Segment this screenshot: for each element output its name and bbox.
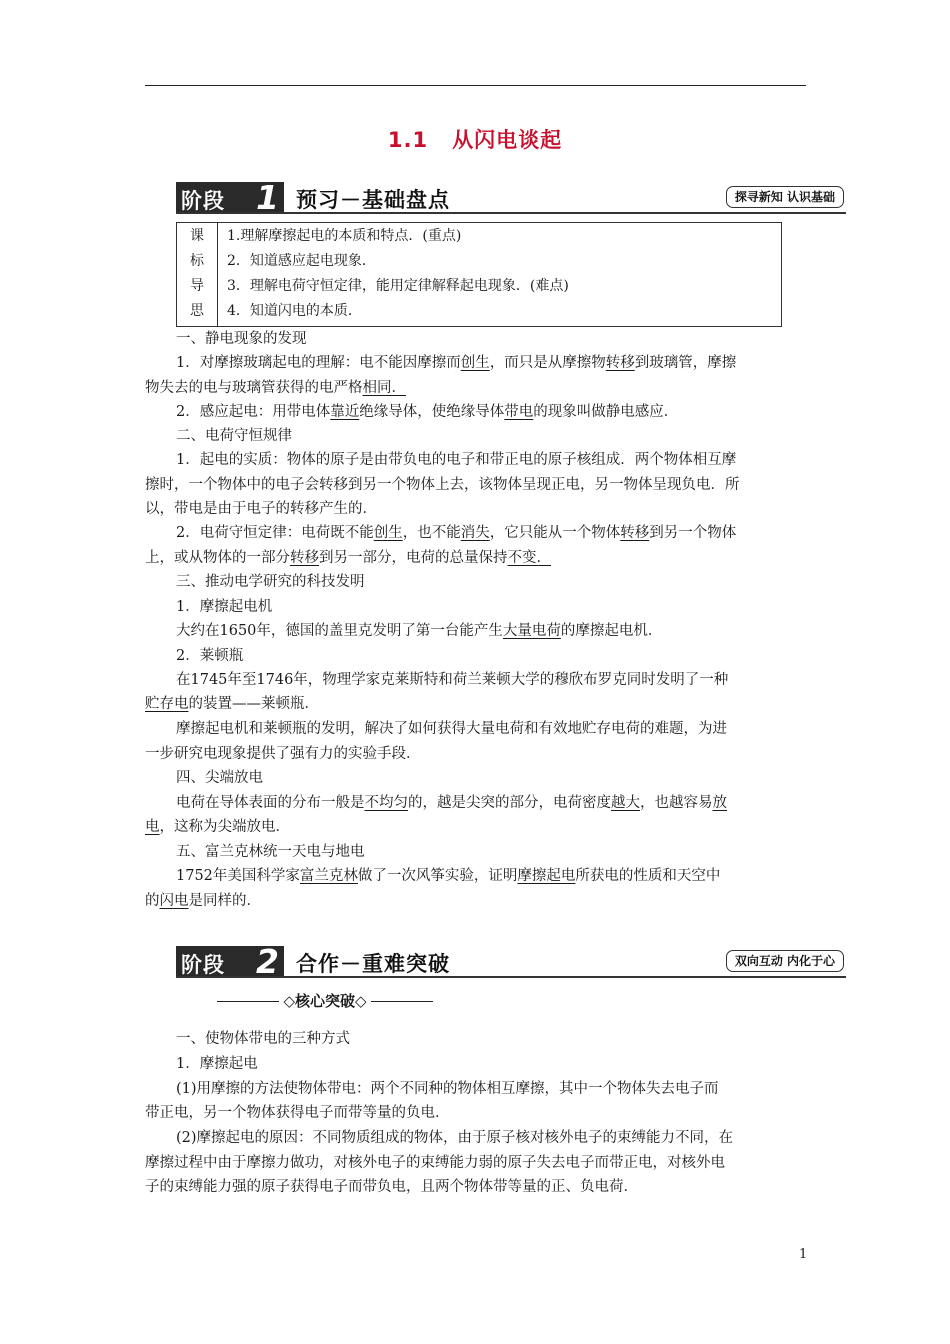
stage-heading: 合作－重难突破: [296, 952, 450, 976]
stage-2-banner: [176, 942, 846, 981]
side-char: 标: [190, 253, 204, 269]
heading-4: 四、尖端放电: [176, 770, 263, 786]
paragraph-line: 贮存电的装置——莱顿瓶．: [145, 696, 319, 712]
answer-blank: 不变．: [507, 550, 551, 566]
answer-blank: 消失: [460, 525, 490, 541]
goal-item: 2．知道感应起电现象．: [227, 253, 376, 269]
paragraph-line: 带正电，另一个物体获得电子而带等量的负电．: [145, 1105, 450, 1121]
paragraph-line: 上，或从物体的一部分转移到另一部分，电荷的总量保持不变．: [145, 550, 551, 566]
answer-blank: 大量电荷: [502, 623, 561, 639]
stage-number: 2: [256, 942, 279, 981]
stage-label: 阶段: [181, 189, 225, 213]
section-number: 1.1: [387, 128, 429, 152]
paragraph-line: 在1745年至1746年，物理学家克莱斯特和荷兰莱顿大学的穆欣布罗克同时发明了一种: [176, 672, 729, 688]
paragraph-line: 一步研究电现象提供了强有力的实验手段．: [145, 746, 421, 762]
answer-blank: 创生: [373, 525, 403, 541]
goal-item: 1.理解摩擦起电的本质和特点．(重点): [227, 228, 462, 244]
paragraph-line: 大约在1650年，德国的盖里克发明了第一台能产生大量电荷的摩擦起电机．: [176, 623, 663, 639]
paragraph-line: 物失去的电与玻璃管获得的电严格相同．: [145, 380, 406, 396]
diamond-icon: ◇: [283, 992, 295, 1010]
answer-blank: 转移: [290, 550, 319, 566]
answer-blank: 相同．: [362, 380, 406, 396]
core-breakthrough-divider: [0, 990, 800, 1011]
goals-side-label: [177, 223, 218, 326]
paragraph-line: 擦时，一个物体中的电子会转移到另一个物体上去，该物体呈现正电，另一物体呈现负电．所: [145, 477, 740, 493]
goal-item: 3．理解电荷守恒定律，能用定律解释起电现象．(难点): [227, 278, 569, 294]
paragraph-line: 2．感应起电：用带电体靠近绝缘导体，使绝缘导体带电的现象叫做静电感应．: [176, 404, 679, 420]
answer-blank: 创生: [460, 355, 490, 371]
section-title: 从闪电谈起: [452, 128, 563, 152]
subheading: 1．摩擦起电: [176, 1056, 258, 1072]
page-title: [0, 124, 950, 154]
answer-blank: 靠近: [330, 404, 360, 420]
stage-number: 1: [256, 178, 279, 217]
stage-tag: 双向互动 内化于心: [726, 950, 844, 972]
divider-line: [371, 1001, 433, 1002]
answer-blank: 闪电: [159, 893, 189, 909]
heading-5: 五、富兰克林统一天电与地电: [176, 844, 365, 860]
stage-1-banner: [176, 178, 846, 217]
heading-3: 三、推动电学研究的科技发明: [176, 574, 365, 590]
answer-blank: 摩擦起电: [517, 868, 576, 884]
answer-blank: 贮存电: [145, 696, 189, 712]
paragraph-line: 摩擦过程中由于摩擦力做功，对核外电子的束缚能力弱的原子失去电子而带正电，对核外电: [145, 1155, 725, 1171]
answer-blank: 转移: [620, 525, 650, 541]
learning-goals-box: [176, 222, 782, 327]
answer-blank: 放: [712, 795, 727, 811]
paragraph-line: 1．起电的实质：物体的原子是由带负电的电子和带正电的原子核组成．两个物体相互摩: [176, 452, 737, 468]
heading-1: 一、静电现象的发现: [176, 331, 307, 347]
answer-blank: 电: [145, 819, 160, 835]
paragraph-line: 电荷在导体表面的分布一般是不均匀的，越是尖突的部分，电荷密度越大，也越容易放: [176, 795, 727, 811]
answer-blank: 转移: [605, 355, 635, 371]
page-number: 1: [799, 1247, 808, 1262]
subheading: 1．摩擦起电机: [176, 599, 273, 615]
heading-1: 一、使物体带电的三种方式: [176, 1031, 350, 1047]
subheading: 2．莱顿瓶: [176, 648, 244, 664]
paragraph-line: 子的束缚能力强的原子获得电子而带负电，且两个物体带等量的正、负电荷．: [145, 1179, 638, 1195]
stage-label-box: [176, 178, 284, 217]
answer-blank: 富兰克林: [299, 868, 358, 884]
core-label: 核心突破: [294, 992, 355, 1010]
goal-item: 4．知道闪电的本质．: [227, 303, 362, 319]
paragraph-line: 摩擦起电机和莱顿瓶的发明，解决了如何获得大量电荷和有效地贮存电荷的难题，为进: [176, 721, 727, 737]
answer-blank: 不均匀: [364, 795, 408, 811]
paragraph-line: 2．电荷守恒定律：电荷既不能创生，也不能消失，它只能从一个物体转移到另一个物体: [176, 525, 737, 541]
paragraph-line: 以，带电是由于电子的转移产生的．: [145, 501, 377, 517]
paragraph-line: (2)摩擦起电的原因：不同物质组成的物体，由于原子核对核外电子的束缚能力不同，在: [176, 1130, 734, 1146]
diamond-icon: ◇: [355, 992, 367, 1010]
stage-label-box: [176, 942, 284, 981]
answer-blank: 带电: [504, 404, 534, 420]
stage-tag: 探寻新知 认识基础: [726, 186, 844, 208]
stage-underline: [176, 976, 846, 978]
heading-2: 二、电荷守恒规律: [176, 428, 292, 444]
paragraph-line: 的闪电是同样的．: [145, 893, 261, 909]
paragraph-line: 电，这称为尖端放电．: [145, 819, 290, 835]
paragraph-line: (1)用摩擦的方法使物体带电：两个不同种的物体相互摩擦，其中一个物体失去电子而: [176, 1081, 719, 1097]
divider-line: [217, 1001, 279, 1002]
paragraph-line: 1752年美国科学家富兰克林做了一次风筝实验，证明摩擦起电所获电的性质和天空中: [176, 868, 721, 884]
side-char: 课: [190, 228, 204, 244]
stage-underline: [176, 212, 846, 214]
answer-blank: 越大: [611, 795, 640, 811]
stage-label: 阶段: [181, 953, 225, 977]
header-rule: [145, 85, 806, 86]
stage-heading: 预习－基础盘点: [296, 188, 450, 212]
side-char: 思: [190, 303, 204, 319]
paragraph-line: 1．对摩擦玻璃起电的理解：电不能因摩擦而创生，而只是从摩擦物转移到玻璃管，摩擦: [176, 355, 737, 371]
side-char: 导: [190, 278, 204, 294]
